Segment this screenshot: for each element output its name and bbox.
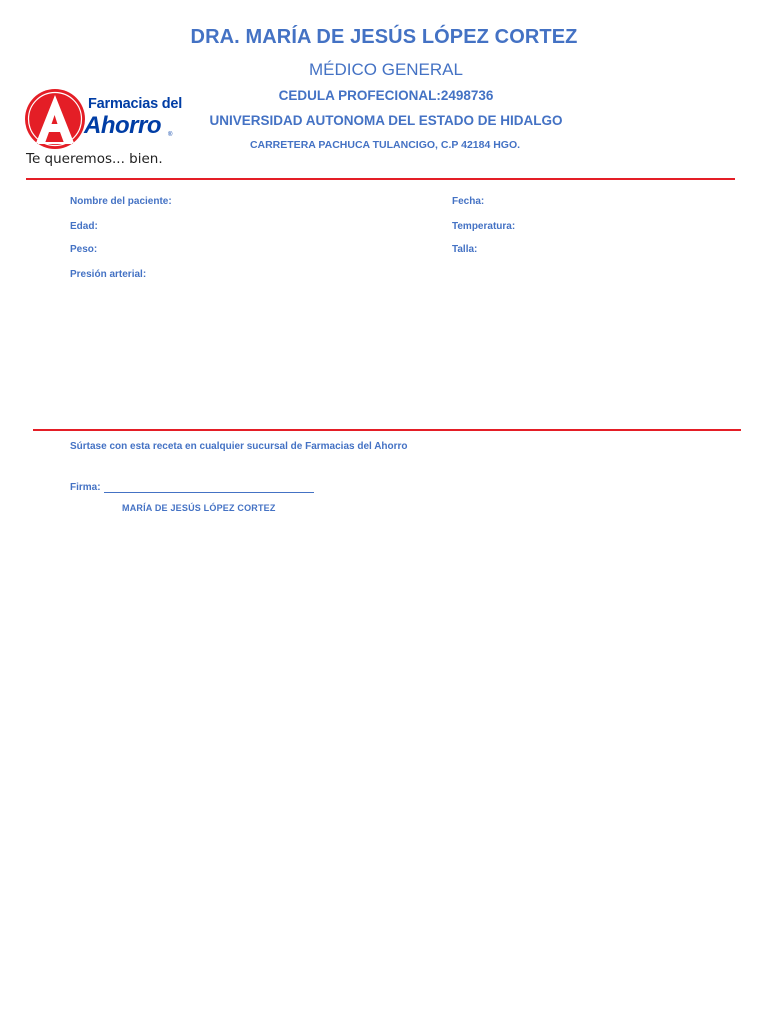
pharmacy-logo (24, 88, 184, 170)
bottom-divider (33, 429, 741, 431)
temperature-label: Temperatura: (452, 221, 516, 232)
logo-tagline: Te queremos... bien. (26, 151, 163, 167)
logo-registered-mark: ® (168, 132, 173, 138)
logo-brand-top: Farmacias del (88, 96, 183, 112)
logo-brand-main: Ahorro (84, 112, 161, 139)
top-divider (26, 178, 735, 180)
doctor-name: DRA. MARÍA DE JESÚS LÓPEZ CORTEZ (190, 26, 578, 48)
red-a-logo-icon (24, 88, 86, 150)
professional-license: CEDULA PROFECIONAL:2498736 (278, 88, 494, 103)
pharmacy-notice: Súrtase con esta receta en cualquier sucursal de Farmacias del Ahorro (70, 441, 408, 452)
weight-label: Peso: (70, 244, 98, 255)
date-label: Fecha: (452, 196, 485, 207)
age-label: Edad: (70, 221, 98, 232)
address: CARRETERA PACHUCA TULANCIGO, C.P 42184 HGO. (249, 139, 521, 151)
specialty: MÉDICO GENERAL (309, 60, 463, 79)
university: UNIVERSIDAD AUTONOMA DEL ESTADO DE HIDALGO (209, 113, 563, 128)
patient-name-label: Nombre del paciente: (70, 196, 172, 207)
signature-label: Firma: (70, 482, 101, 493)
signer-name: MARÍA DE JESÚS LÓPEZ CORTEZ (122, 503, 276, 513)
blood-pressure-label: Presión arterial: (70, 269, 147, 280)
signature-line (104, 492, 314, 493)
height-label: Talla: (452, 244, 478, 255)
